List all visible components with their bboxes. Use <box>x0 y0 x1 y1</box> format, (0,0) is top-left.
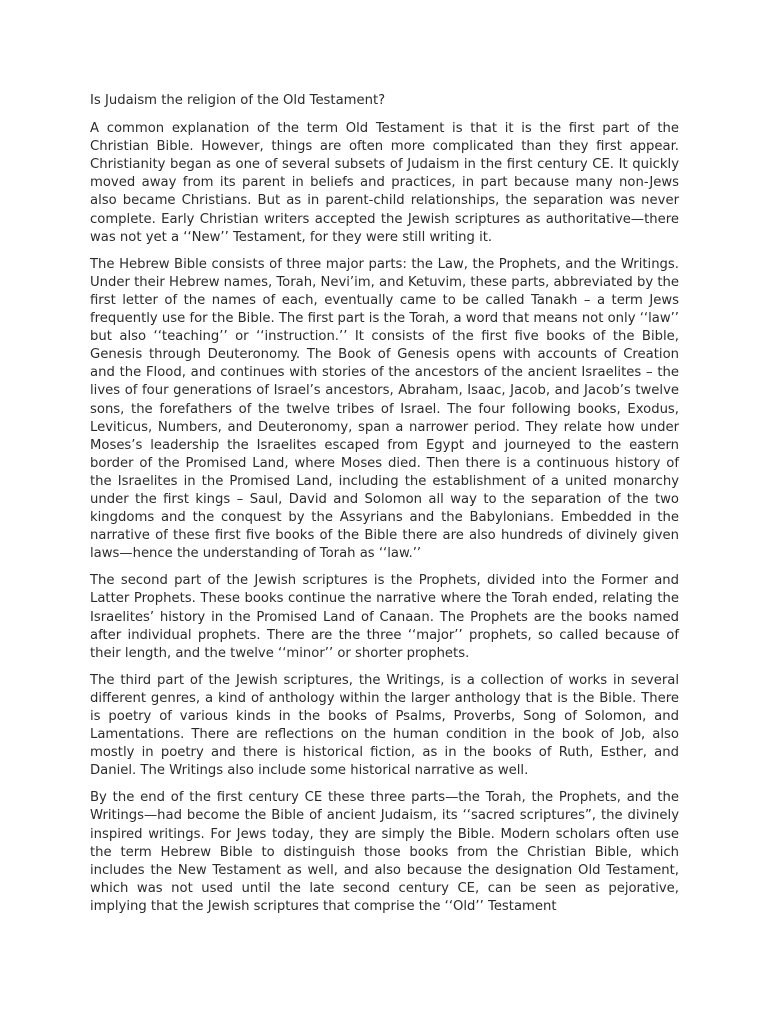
paragraph-end-first-century: By the end of the first century CE these three parts—the Torah, the Prophets, and the Writings—had become the Bible of ancient Judaism, its ‘‘sacred scriptures”, the divinely inspired writings. For Jews today, they are simply the Bible. Modern scholars often use the term Hebrew Bible to distinguish those books from the Christian Bible, which includes the New Testament as well, and also because the designation Old Testament, which was not used until the late second century CE, can be seen as pejorative, implying that the Jewish scriptures that comprise the ‘‘Old’’ Testament <box>90 790 679 914</box>
paragraph-old-testament-explanation: A common explanation of the term Old Testament is that it is the first part of the Christian Bible. However, things are often more complicated than they first appear. Christianity began as one of several subsets of Judaism in the first century CE. It quickly moved away from its parent in beliefs and practices, in part because many non-Jews also became Christians. But as in parent-child relationships, the separation was never complete. Early Christian writers accepted the Jewish scriptures as authoritative—there was not yet a ‘‘New’’ Testament, for they were still writing it. <box>90 121 679 245</box>
document-title: Is Judaism the religion of the Old Testament? <box>90 93 386 108</box>
paragraph-hebrew-bible-parts: The Hebrew Bible consists of three major parts: the Law, the Prophets, and the Writings. Under their Hebrew names, Torah, Nevi’im, and Ketuvim, these parts, abbreviated by the first letter of the names of each, eventually came to be called Tanakh – a term Jews frequently use for the Bible. The first part is the Torah, a word that means not only ‘‘law’’ but also ‘‘teaching’’ or ‘‘instruction.’’ It consists of the first five books of the Bible, Genesis through Deuteronomy. The Book of Genesis opens with accounts of Creation and the Flood, and continues with stories of the ancestors of the ancient Israelites – the lives of four generations of Israel’s ancestors, Abraham, Isaac, Jacob, and Jacob’s twelve sons, the forefathers of the twelve tribes of Israel. The four following books, Exodus, Leviticus, Numbers, and Deuteronomy, span a narrower period. They relate how under Moses’s leadership the Israelites escaped from Egypt and journeyed to the eastern border of the Promised Land, where Moses died. Then there is a continuous history of the Israelites in the Promised Land, including the establishment of a united monarchy under the first kings – Saul, David and Solomon all way to the separation of the two kingdoms and the conquest by the Assyrians and the Babylonians. Embedded in the narrative of these first five books of the Bible there are also hundreds of divinely given laws—hence the understanding of Torah as ‘‘law.’’ <box>90 256 679 562</box>
paragraph-prophets: The second part of the Jewish scriptures is the Prophets, divided into the Former and Latter Prophets. These books continue the narrative where the Torah ended, relating the Israelites’ history in the Promised Land of Canaan. The Prophets are the books named after individual prophets. There are the three ‘‘major’’ prophets, so called because of their length, and the twelve ‘‘minor’’ or shorter prophets. <box>90 573 679 661</box>
document-page <box>90 92 679 925</box>
paragraph-writings: The third part of the Jewish scriptures, the Writings, is a collection of works in several different genres, a kind of anthology within the larger anthology that is the Bible. There is poetry of various kinds in the books of Psalms, Proverbs, Song of Solomon, and Lamentations. There are reflections on the human condition in the book of Job, also mostly in poetry and there is historical fiction, as in the books of Ruth, Esther, and Daniel. The Writings also include some historical narrative as well. <box>90 672 679 779</box>
